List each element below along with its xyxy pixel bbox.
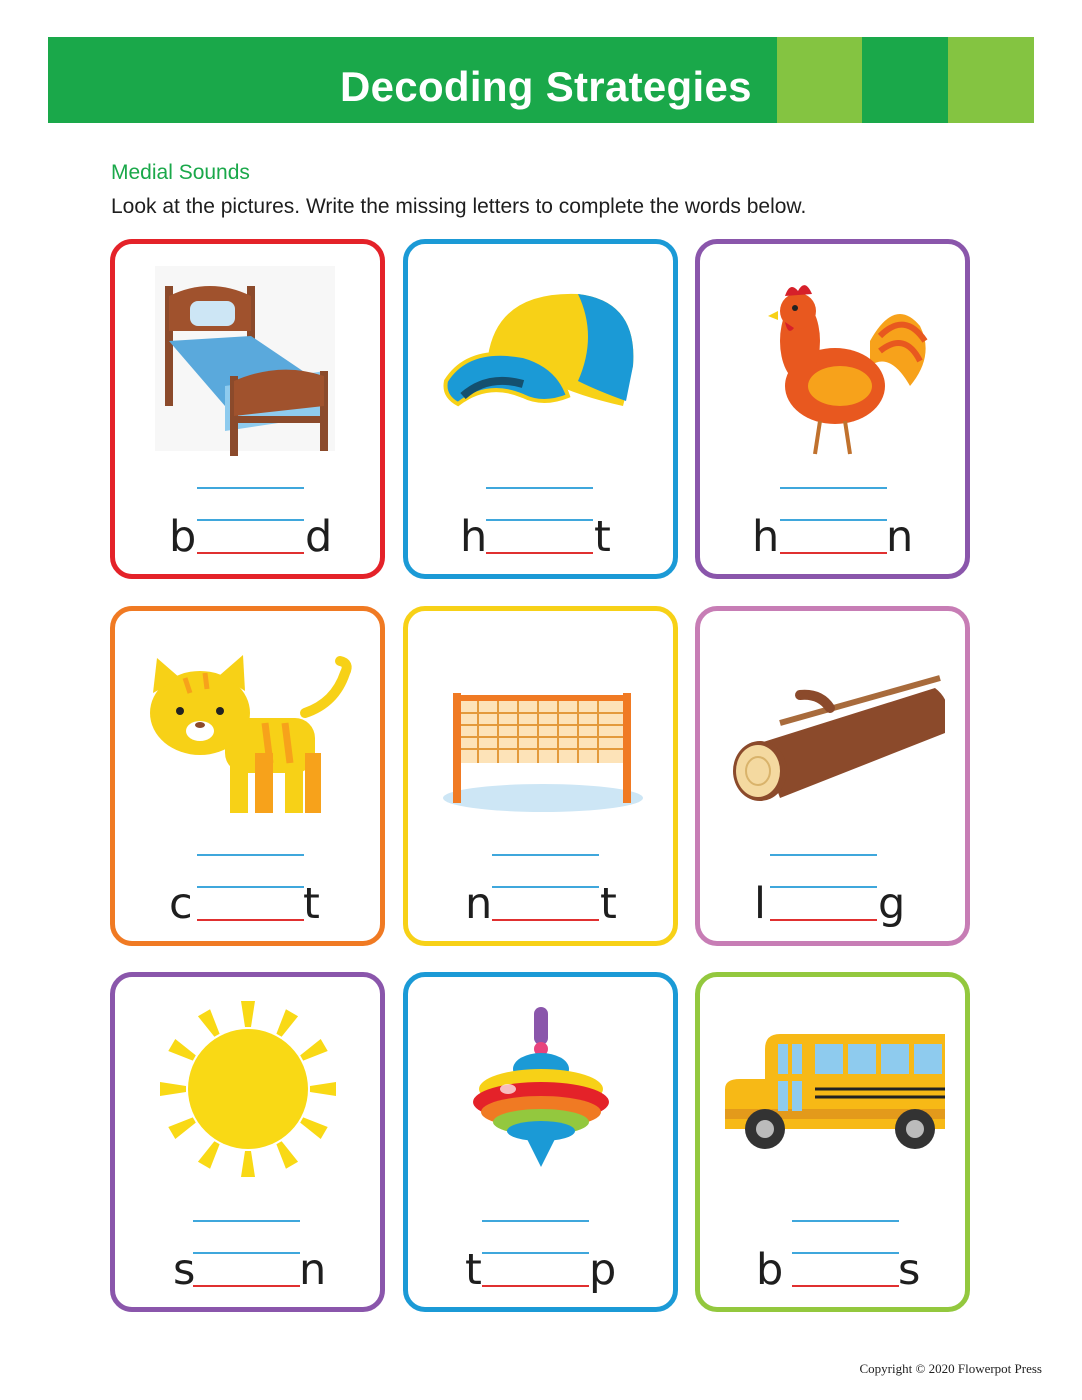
header-accent-block-3 [948, 37, 1034, 123]
last-letter: t [594, 512, 611, 562]
word-card-cat [110, 606, 385, 946]
spinning-top-picture [428, 989, 653, 1189]
word-card-hen [695, 239, 970, 579]
header-accent-block-2 [862, 37, 948, 123]
bed-picture [135, 256, 360, 456]
first-letter: t [465, 1245, 482, 1295]
net-picture [428, 623, 653, 823]
cat-picture [135, 623, 360, 823]
bus-picture [720, 989, 945, 1189]
last-letter: g [878, 879, 906, 929]
cap-picture [428, 256, 653, 456]
first-letter: h [460, 512, 488, 562]
first-letter: b [169, 512, 197, 562]
word-card-top [403, 972, 678, 1312]
copyright-footer: Copyright © 2020 Flowerpot Press [859, 1361, 1042, 1376]
word-card-sun [110, 972, 385, 1312]
first-letter: n [465, 879, 493, 929]
first-letter: s [173, 1245, 196, 1295]
last-letter: p [589, 1245, 617, 1295]
word-card-bed [110, 239, 385, 579]
first-letter: l [754, 879, 766, 929]
instructions-text: Look at the pictures. Write the missing letters to complete the words below. [111, 195, 807, 218]
first-letter: b [756, 1245, 784, 1295]
first-letter: h [752, 512, 780, 562]
last-letter: d [305, 512, 333, 562]
log-picture [720, 623, 945, 823]
word-card-net [403, 606, 678, 946]
last-letter: n [299, 1245, 327, 1295]
last-letter: t [303, 879, 320, 929]
section-subtitle: Medial Sounds [111, 161, 250, 184]
header-accent-block-1 [777, 37, 862, 123]
last-letter: t [600, 879, 617, 929]
sun-picture [135, 989, 360, 1189]
first-letter: c [169, 879, 193, 929]
word-card-log [695, 606, 970, 946]
word-card-bus [695, 972, 970, 1312]
page-title: Decoding Strategies [340, 63, 752, 110]
word-card-cap [403, 239, 678, 579]
last-letter: s [898, 1245, 921, 1295]
hen-picture [720, 256, 945, 456]
last-letter: n [886, 512, 914, 562]
